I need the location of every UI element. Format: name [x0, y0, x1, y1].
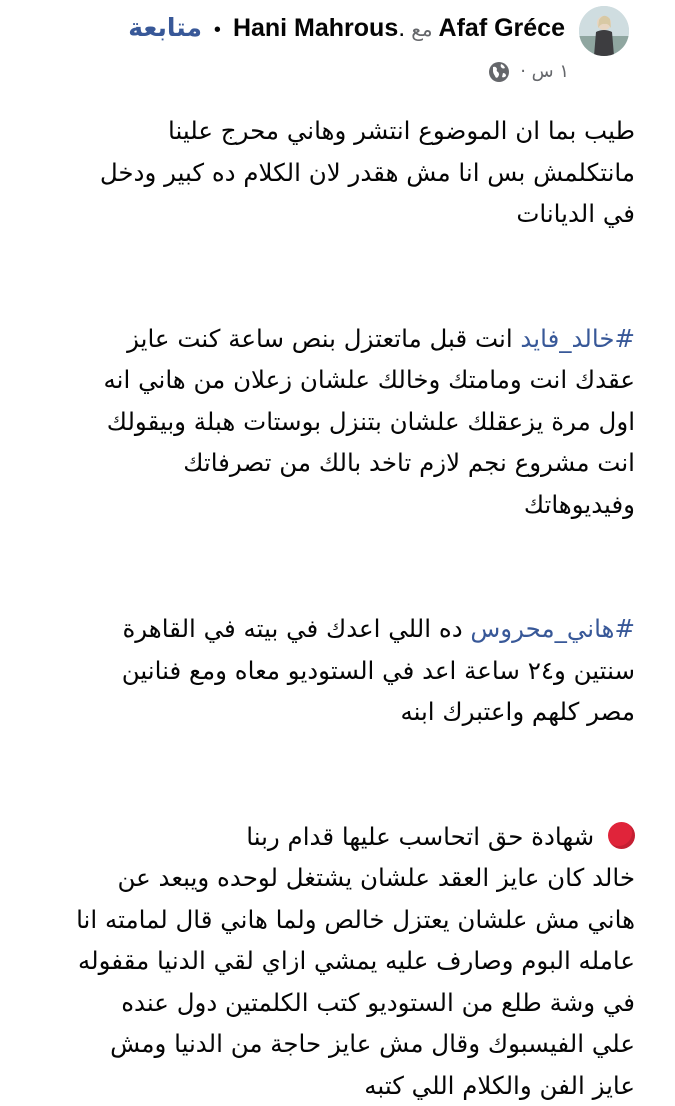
- text-line: طيب بما ان الموضوع انتشر وهاني محرج علينا: [30, 110, 635, 152]
- red-circle-icon: [608, 822, 635, 849]
- text-segment: شهادة حق اتحاسب عليها قدام ربنا: [246, 822, 602, 851]
- paragraph-intro: [30, 110, 635, 235]
- paragraph-gap: [30, 235, 635, 318]
- text-line: خالد كان عايز العقد علشان يشتغل لوحده ويبعد عن: [30, 857, 635, 899]
- text-line: [30, 816, 635, 858]
- post-header: [0, 0, 675, 92]
- text-line: مانتكلمش بس انا مش هقدر لان الكلام ده كبير ودخل: [30, 152, 635, 194]
- text-line: انت مشروع نجم لازم تاخد بالك من تصرفاتك: [30, 442, 635, 484]
- hashtag-hani-mahrous[interactable]: #هاني_محروس: [470, 614, 635, 643]
- hashtag-khaled-fayed[interactable]: #خالد_فايد: [520, 324, 635, 353]
- profile-photo-icon: [579, 6, 629, 56]
- timestamp-link[interactable]: ١ س ·: [520, 58, 569, 86]
- text-line: وفيديوهاتك: [30, 484, 635, 526]
- text-line: سنتين و٢٤ ساعة اعد في الستوديو معاه ومع فنانين: [30, 650, 635, 692]
- post-body: [30, 110, 635, 1106]
- text-line: في الديانات: [30, 193, 635, 235]
- text-line: علي الفيسبوك وقال مش عايز حاجة من الدنيا ومش: [30, 1023, 635, 1065]
- author-avatar[interactable]: [579, 6, 629, 56]
- paragraph-khaled: [30, 318, 635, 526]
- text-segment: انت قبل ماتعتزل بنص ساعة كنت عايز: [127, 324, 520, 353]
- text-line: عايز الفن والكلام اللي كتبه: [30, 1065, 635, 1106]
- post-title-line: [128, 11, 565, 47]
- text-line: اول مرة يزعقلك علشان بتنزل بوستات هبلة وبيقولك: [30, 401, 635, 443]
- text-line: هاني مش علشان يعتزل خالص ولما هاني قال لمامته انا: [30, 899, 635, 941]
- follow-link[interactable]: متابعة: [128, 13, 202, 42]
- tagged-name-link[interactable]: Hani Mahrous: [233, 14, 398, 42]
- text-line: [30, 608, 635, 650]
- text-line: مصر كلهم واعتبرك ابنه: [30, 691, 635, 733]
- paragraph-hani: [30, 608, 635, 733]
- separator-dot: •: [214, 19, 221, 41]
- text-segment: ده اللي اعدك في بيته في القاهرة: [122, 614, 470, 643]
- with-word: مع: [411, 17, 432, 41]
- text-line: عامله البوم وصارف عليه يمشي ازاي لقي الدنيا مقفوله: [30, 940, 635, 982]
- post-meta: [488, 58, 569, 86]
- text-line: عقدك انت ومامتك وخالك علشان زعلان من هاني انه: [30, 359, 635, 401]
- author-name-link[interactable]: Afaf Gréce: [439, 14, 565, 42]
- paragraph-gap: [30, 525, 635, 608]
- text-line: [30, 318, 635, 360]
- paragraph-gap: [30, 733, 635, 816]
- text-line: في وشة طلع من الستوديو كتب الكلمتين دول عنده: [30, 982, 635, 1024]
- globe-icon[interactable]: [488, 61, 510, 83]
- paragraph-testimony: [30, 816, 635, 1106]
- tagged-suffix: .: [398, 14, 405, 42]
